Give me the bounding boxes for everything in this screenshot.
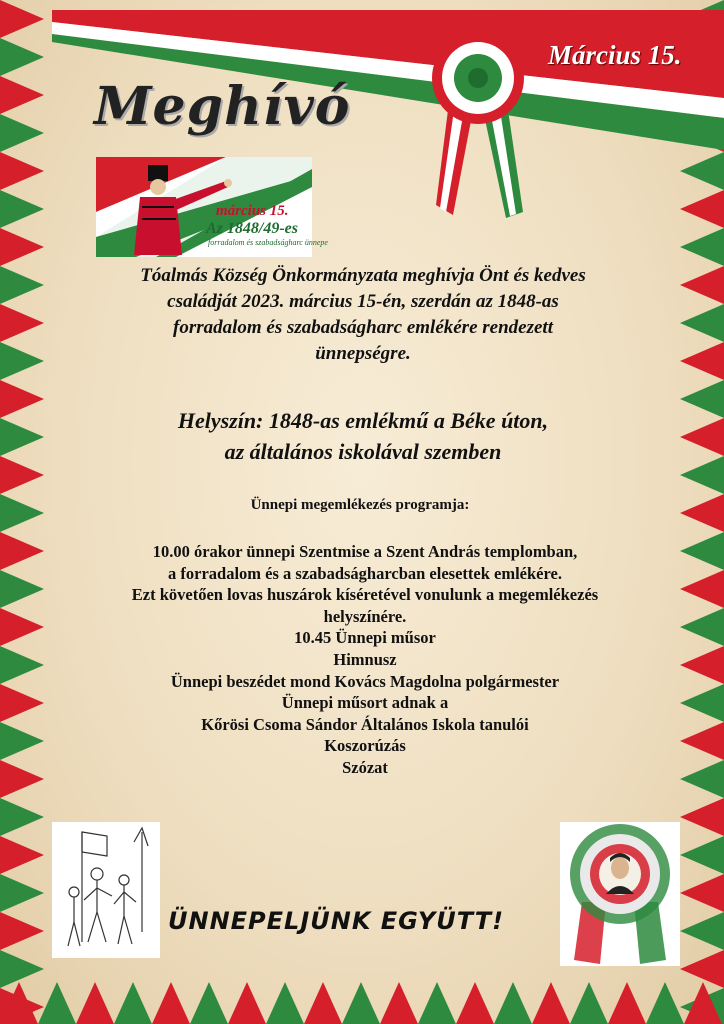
program-line: Szózat (342, 757, 388, 777)
border-triangle (0, 836, 44, 874)
intro-paragraph (78, 263, 648, 367)
program-line: helyszínére. (323, 606, 407, 626)
border-triangle (0, 646, 44, 684)
border-triangle (680, 836, 724, 874)
border-triangle (0, 950, 44, 988)
program-line: Ünnepi beszédet mond Kovács Magdolna polgármester (170, 671, 560, 691)
program-title: Ünnepi megemlékezés programja: (250, 497, 470, 513)
border-triangle (0, 798, 44, 836)
border-triangle (532, 982, 570, 1024)
border-triangle (0, 760, 44, 798)
border-triangle (0, 722, 44, 760)
border-triangle (0, 494, 44, 532)
border-triangle (646, 982, 684, 1024)
border-triangle (680, 532, 724, 570)
border-triangle (680, 342, 724, 380)
border-triangle (680, 684, 724, 722)
cockade-icon (418, 30, 538, 220)
border-triangle (570, 982, 608, 1024)
border-triangle (456, 982, 494, 1024)
border-triangle (680, 228, 724, 266)
border-triangle (38, 982, 76, 1024)
program-line: Himnusz (333, 649, 397, 669)
border-triangle (114, 982, 152, 1024)
soldiers-sketch-image (52, 822, 160, 958)
border-triangle (190, 982, 228, 1024)
border-triangle (0, 304, 44, 342)
intro-line: forradalom és szabadságharc emlékére rendezett (173, 317, 553, 338)
border-triangle (0, 342, 44, 380)
intro-line: családját 2023. március 15-én, szerdán az 1848-as (167, 291, 559, 312)
border-triangle (680, 646, 724, 684)
border-triangle (152, 982, 190, 1024)
border-triangle (680, 380, 724, 418)
border-triangle (380, 982, 418, 1024)
venue (78, 405, 648, 467)
intro-line: Tóalmás Község Önkormányzata meghívja Önt és kedves (140, 265, 586, 286)
venue-line: Helyszín: 1848-as emlékmű a Béke úton, (177, 408, 549, 433)
banner-line2: Az 1848/49-es (206, 220, 298, 237)
border-triangle (228, 982, 266, 1024)
border-triangle (680, 912, 724, 950)
border-triangle (0, 684, 44, 722)
border-triangle (418, 982, 456, 1024)
invitation-title: Meghívó (94, 76, 351, 137)
hussar-banner (96, 157, 328, 257)
date-title: Március 15. (548, 40, 682, 70)
program-line: 10.45 Ünnepi műsor (294, 628, 436, 648)
border-triangle (680, 494, 724, 532)
border-triangle (76, 982, 114, 1024)
border-triangle (680, 304, 724, 342)
program-line: Kőrösi Csoma Sándor Általános Iskola tanulói (201, 714, 529, 734)
border-triangle (0, 570, 44, 608)
border-triangle (304, 982, 342, 1024)
border-triangle (680, 456, 724, 494)
border-triangle (680, 874, 724, 912)
border-triangle (0, 608, 44, 646)
border-triangle (0, 912, 44, 950)
border-triangle (0, 380, 44, 418)
border-triangle (608, 982, 646, 1024)
program-line: 10.00 órakor ünnepi Szentmise a Szent András templomban, (152, 542, 578, 561)
border-triangle (494, 982, 532, 1024)
banner-line3: forradalom és szabadságharc ünnepe (208, 238, 328, 247)
border-triangle (0, 266, 44, 304)
program-line: Koszorúzás (324, 736, 406, 756)
border-triangle (266, 982, 304, 1024)
program-line: a forradalom és a szabadságharcban elesettek emlékére. (168, 563, 562, 583)
venue-line: az általános iskolával szemben (224, 439, 502, 464)
border-triangle (680, 266, 724, 304)
border-triangle (680, 190, 724, 228)
border-triangle (680, 722, 724, 760)
border-triangle (680, 418, 724, 456)
program-line: Ezt követően lovas huszárok kíséretével vonulunk a megemlékezés (131, 585, 599, 605)
border-triangle (680, 608, 724, 646)
poet-cockade-image (560, 822, 680, 966)
border-triangle (680, 798, 724, 836)
border-triangle (0, 190, 44, 228)
program-list (70, 541, 660, 779)
border-triangle (0, 874, 44, 912)
border-triangle (680, 570, 724, 608)
intro-line: ünnepségre. (315, 343, 411, 364)
border-triangle (0, 228, 44, 266)
border-triangle (680, 950, 724, 988)
border-triangle (342, 982, 380, 1024)
banner-line1: március 15. (216, 203, 289, 219)
program-line: Ünnepi műsort adnak a (281, 693, 449, 713)
border-triangle (0, 456, 44, 494)
border-triangle (0, 418, 44, 456)
slogan: ÜNNEPELJÜNK EGYÜTT! (168, 907, 505, 935)
border-triangle (680, 760, 724, 798)
border-triangle (0, 532, 44, 570)
